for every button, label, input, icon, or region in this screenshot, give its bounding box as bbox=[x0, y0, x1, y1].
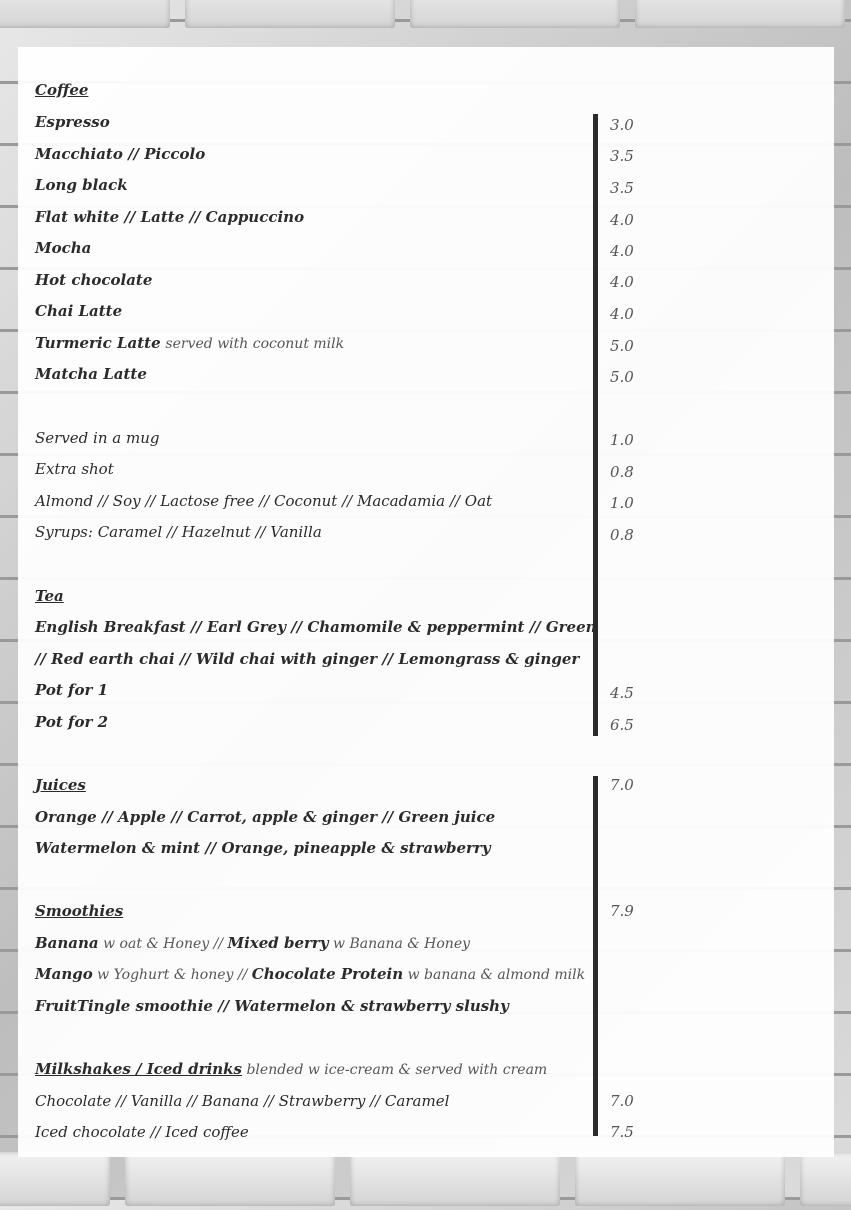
item-price: 7.5 bbox=[610, 1123, 634, 1141]
menu-item: Espresso bbox=[35, 113, 110, 131]
menu-sheet bbox=[18, 47, 834, 1157]
milkshakes-heading-line bbox=[35, 1058, 547, 1080]
juices-price: 7.0 bbox=[610, 776, 634, 794]
milkshakes-heading: Milkshakes / Iced drinks bbox=[35, 1060, 243, 1078]
smoothie-line: FruitTingle smoothie // Watermelon & strawberry slushy bbox=[35, 997, 509, 1015]
tea-heading: Tea bbox=[35, 587, 64, 605]
item-price: 4.5 bbox=[610, 684, 634, 702]
coffee-heading: Coffee bbox=[35, 81, 89, 99]
divider-line bbox=[593, 114, 598, 736]
extra-item: Syrups: Caramel // Hazelnut // Vanilla bbox=[35, 523, 322, 541]
menu-item: Turmeric Latte served with coconut milk bbox=[35, 334, 345, 352]
tea-list-line: English Breakfast // Earl Grey // Chamomile & peppermint // Green bbox=[35, 618, 597, 636]
item-price: 1.0 bbox=[610, 494, 634, 512]
menu-item: Chai Latte bbox=[35, 302, 123, 320]
menu-item: Hot chocolate bbox=[35, 271, 153, 289]
juice-list-line: Watermelon & mint // Orange, pineapple & strawberry bbox=[35, 839, 491, 857]
extra-item: Almond // Soy // Lactose free // Coconut // Macadamia // Oat bbox=[35, 492, 493, 510]
item-price: 3.5 bbox=[610, 147, 634, 165]
item-price: 1.0 bbox=[610, 431, 634, 449]
smoothie-line: Banana w oat & Honey // Mixed berry w Banana & Honey bbox=[35, 934, 471, 952]
smoothies-heading: Smoothies bbox=[35, 902, 124, 920]
milkshakes-note: blended w ice-cream & served with cream bbox=[242, 1062, 548, 1078]
tea-list-line: // Red earth chai // Wild chai with ginger // Lemongrass & ginger bbox=[35, 650, 580, 668]
menu-item: Pot for 2 bbox=[35, 713, 109, 731]
item-price: 5.0 bbox=[610, 337, 634, 355]
item-price: 0.8 bbox=[610, 526, 634, 544]
item-price: 5.0 bbox=[610, 368, 634, 386]
smoothie-line: Mango w Yoghurt & honey // Chocolate Protein w banana & almond milk bbox=[35, 965, 586, 983]
brick-row bbox=[0, 1148, 851, 1210]
menu-item: Macchiato // Piccolo bbox=[35, 145, 206, 163]
item-price: 3.0 bbox=[610, 116, 634, 134]
extra-item: Served in a mug bbox=[35, 429, 160, 447]
item-note: served with coconut milk bbox=[165, 336, 345, 352]
divider-line bbox=[593, 776, 598, 1136]
menu-item: Iced chocolate // Iced coffee bbox=[35, 1123, 249, 1141]
menu-item: Mocha bbox=[35, 239, 92, 257]
juice-list-line: Orange // Apple // Carrot, apple & ginger // Green juice bbox=[35, 808, 496, 826]
item-price: 4.0 bbox=[610, 305, 634, 323]
item-price: 4.0 bbox=[610, 211, 634, 229]
item-price: 6.5 bbox=[610, 716, 634, 734]
menu-item: Pot for 1 bbox=[35, 681, 109, 699]
item-price: 4.0 bbox=[610, 273, 634, 291]
extra-item: Extra shot bbox=[35, 460, 114, 478]
juices-heading: Juices bbox=[35, 776, 86, 794]
item-price: 4.0 bbox=[610, 242, 634, 260]
item-price: 7.0 bbox=[610, 1092, 634, 1110]
item-price: 0.8 bbox=[610, 463, 634, 481]
smoothies-price: 7.9 bbox=[610, 902, 634, 920]
item-price: 3.5 bbox=[610, 179, 634, 197]
menu-item: Chocolate // Vanilla // Banana // Strawberry // Caramel bbox=[35, 1092, 450, 1110]
menu-item: Long black bbox=[35, 176, 128, 194]
brick-row bbox=[0, 0, 851, 32]
menu-item: Matcha Latte bbox=[35, 365, 147, 383]
menu-item: Flat white // Latte // Cappuccino bbox=[35, 208, 305, 226]
